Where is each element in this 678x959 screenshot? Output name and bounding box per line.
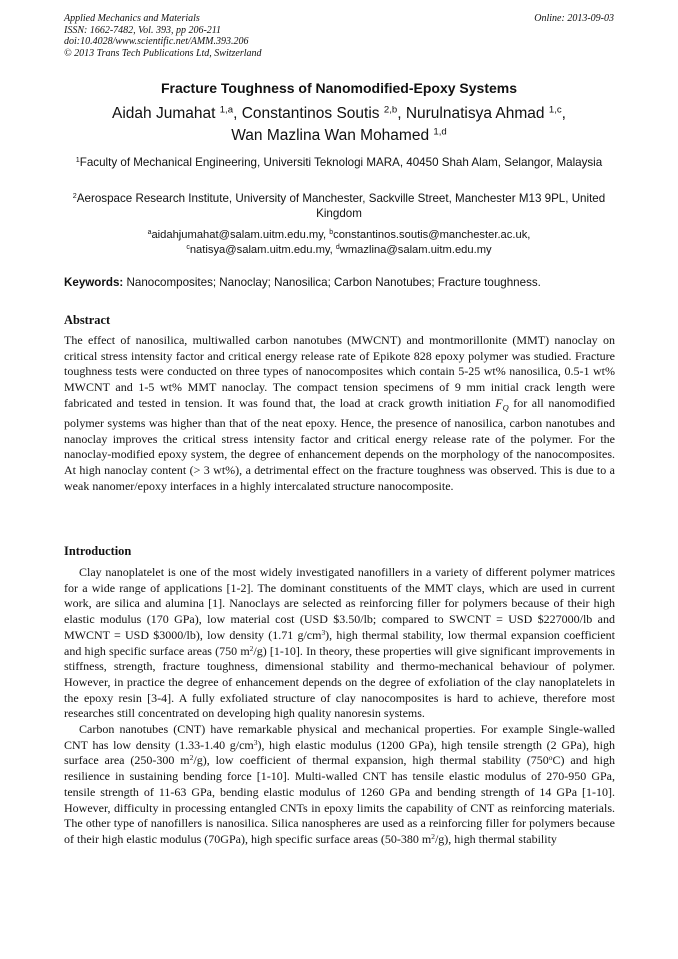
email-link[interactable]: constantinos.soutis@manchester.ac.uk, xyxy=(333,229,531,241)
author-emails xyxy=(66,228,612,258)
author-name: Constantinos Soutis xyxy=(241,105,380,122)
unit-sup: 2 xyxy=(431,831,435,841)
intro-text: Clay nanoplatelet is one of the most widely investigated nanofillers in a variety of different polymer matrices for a wide range of applications [1-2]. The dominant constituents of the MMT clays, which are used in current work, are silica and alumina [1]. Nanoclays are selected as reinforcing filler for polymers because of their high elastic modulus (170 GPa), low material cost (USD $3.50/lb; compared to SWCNT = USD $227000/lb and MWCNT = USD $3000/lb), low density (1.71 g/cm xyxy=(64,565,615,642)
intro-paragraph-2 xyxy=(64,722,615,848)
author-affil-sup: 2,b xyxy=(383,104,398,116)
author-name: Nurulnatisya Ahmad xyxy=(405,105,545,122)
introduction-body xyxy=(64,565,615,848)
intro-text: Carbon nanotubes (CNT) have remarkable physical and mechanical properties. For example Single-walled CNT has low density (1.33-1.40 g/cm xyxy=(64,722,615,752)
unit-sup: 3 xyxy=(253,737,258,747)
keywords-text: Nanocomposites; Nanoclay; Nanosilica; Carbon Nanotubes; Fracture toughness. xyxy=(126,276,541,289)
email-sup: c xyxy=(186,244,190,252)
intro-paragraph-1 xyxy=(64,565,615,722)
author-affil-sup: 1,d xyxy=(433,126,447,138)
author-affil-sup: 1,c xyxy=(548,104,562,116)
abstract-heading: Abstract xyxy=(64,313,111,327)
intro-text: ), high elastic modulus (1200 GPa), high tensile strength (2 GPa), high surface area (250-300 m xyxy=(64,737,615,768)
intro-text: ), high thermal stability, low thermal expansion coefficient and high specific surface areas (750 m xyxy=(64,627,615,658)
author-affil-sup: 1,a xyxy=(219,104,234,116)
email-link[interactable]: wmazlina@salam.uitm.edu.my xyxy=(339,244,492,256)
author-name: Wan Mazlina Wan Mohamed xyxy=(231,127,430,144)
journal-name: Applied Mechanics and Materials xyxy=(64,13,200,24)
doi-line: doi:10.4028/www.scientific.net/AMM.393.206 xyxy=(64,36,249,47)
issn-line: ISSN: 1662-7482, Vol. 393, pp 206-211 xyxy=(64,24,222,36)
affiliation-1 xyxy=(70,155,608,170)
keywords-label: Keywords: xyxy=(64,276,124,289)
abstract-body xyxy=(64,333,615,494)
intro-text: /g), low coefficient of thermal expansion, high thermal stability (750 xyxy=(193,753,549,768)
email-link[interactable]: natisya@salam.uitm.edu.my, xyxy=(189,244,333,256)
affiliation-2 xyxy=(66,191,612,221)
unit-sup: 2 xyxy=(249,643,254,653)
email-sup: a xyxy=(147,229,152,237)
online-date: Online: 2013-09-03 xyxy=(534,13,614,24)
copyright-line: © 2013 Trans Tech Publications Ltd, Switzerland xyxy=(64,47,262,59)
email-sup: b xyxy=(329,229,334,237)
affil-text: Faculty of Mechanical Engineering, Universiti Teknologi MARA, 40450 Shah Alam, Selangor, Malaysia xyxy=(79,156,603,169)
abstract-text: for all nanomodified polymer systems was higher than that of the neat epoxy. Hence, the presence of nanosilica, carbon nanotubes and nanoclay improves the critical stress intensity factor and critical energy release rate of the polymer. For the nanoclay-modified epoxy system, the degree of enhancement depends on the morphology of the nanocomposites. At high nanoclay content (> 3 wt%), a detrimental effect on the fracture toughness was observed. This is due to a weak nanomer/epoxy interfaces in a highly intercalated structure nanocomposite. xyxy=(64,395,615,493)
journal-header xyxy=(64,13,614,59)
affil-number: 2 xyxy=(72,191,77,201)
intro-text: C) and high resilience in sustaining bending force [1-10]. Multi-walled CNT has tensile elastic modulus of 270-950 GPa, tensile strength of 11-63 GPa, bending elastic modulus of 1260 GPa and bending strength of 14 GPa [1-10]. However, difficulty in processing entangled CNTs in epoxy limits the capability of CNT as reinforcing materials. The other type of nanofillers is nanosilica. Silica nanospheres are used as a reinforcing filler for polymers because of their high elastic modulus (70GPa), high specific surface areas (50-380 m xyxy=(64,753,615,846)
author-name: Aidah Jumahat xyxy=(112,105,216,122)
affil-text: Aerospace Research Institute, University of Manchester, Sackville Street, Manchester M13 9PL, United Kingdom xyxy=(76,192,606,220)
intro-text: /g), high thermal stability xyxy=(434,831,557,846)
affil-number: 1 xyxy=(75,155,80,165)
f0-subscript: Q xyxy=(502,403,509,413)
intro-text: /g) [1-10]. In theory, these properties will give significant improvements in stiffness, strength, fracture toughness, dimensional stability and thermo-mechanical behaviour of polymer. However, in practice the degree of enhancement depends on the degree of exfoliation of the clay nanoplatelets in the epoxy resin [3-4]. A fully exfoliated structure of clay nanocomposites is hard to achieve, therefore most researches still concentrated on developing high quality nanoresin systems. xyxy=(64,643,615,721)
email-link[interactable]: aidahjumahat@salam.uitm.edu.my, xyxy=(151,229,327,241)
unit-sup: 2 xyxy=(189,753,194,763)
unit-sup: 3 xyxy=(321,627,326,637)
introduction-heading: Introduction xyxy=(64,544,132,558)
f0-symbol: F xyxy=(495,395,503,410)
paper-title: Fracture Toughness of Nanomodified-Epoxy Systems xyxy=(160,80,518,96)
abstract-text: The effect of nanosilica, multiwalled carbon nanotubes (MWCNT) and montmorillonite (MMT) nanoclay on critical stress intensity factor and critical energy release rate of Epikote 828 epoxy polymer was studied. Fracture toughness tests were conducted on three types of nanocomposites which contain 5-25 wt% nanosilica, 0.5-1 wt% MWCNT and 1-5 wt% MMT nanoclay. The compact tension specimens of 9 mm initial crack length were fabricated and tested in tension. It was found that, the load at crack growth initiation xyxy=(64,333,615,410)
keywords-line xyxy=(64,276,616,290)
email-sup: d xyxy=(335,244,340,252)
author-list: Aidah Jumahat $^{1,a}$, Constantinos Soutis $^{2,b}$, Nurulnatisya Ahmad $^{1,c}$, Wan Mazlina Wan Mohamed $^{1,d}$ xyxy=(112,104,566,144)
unit-sup: o xyxy=(548,753,553,763)
